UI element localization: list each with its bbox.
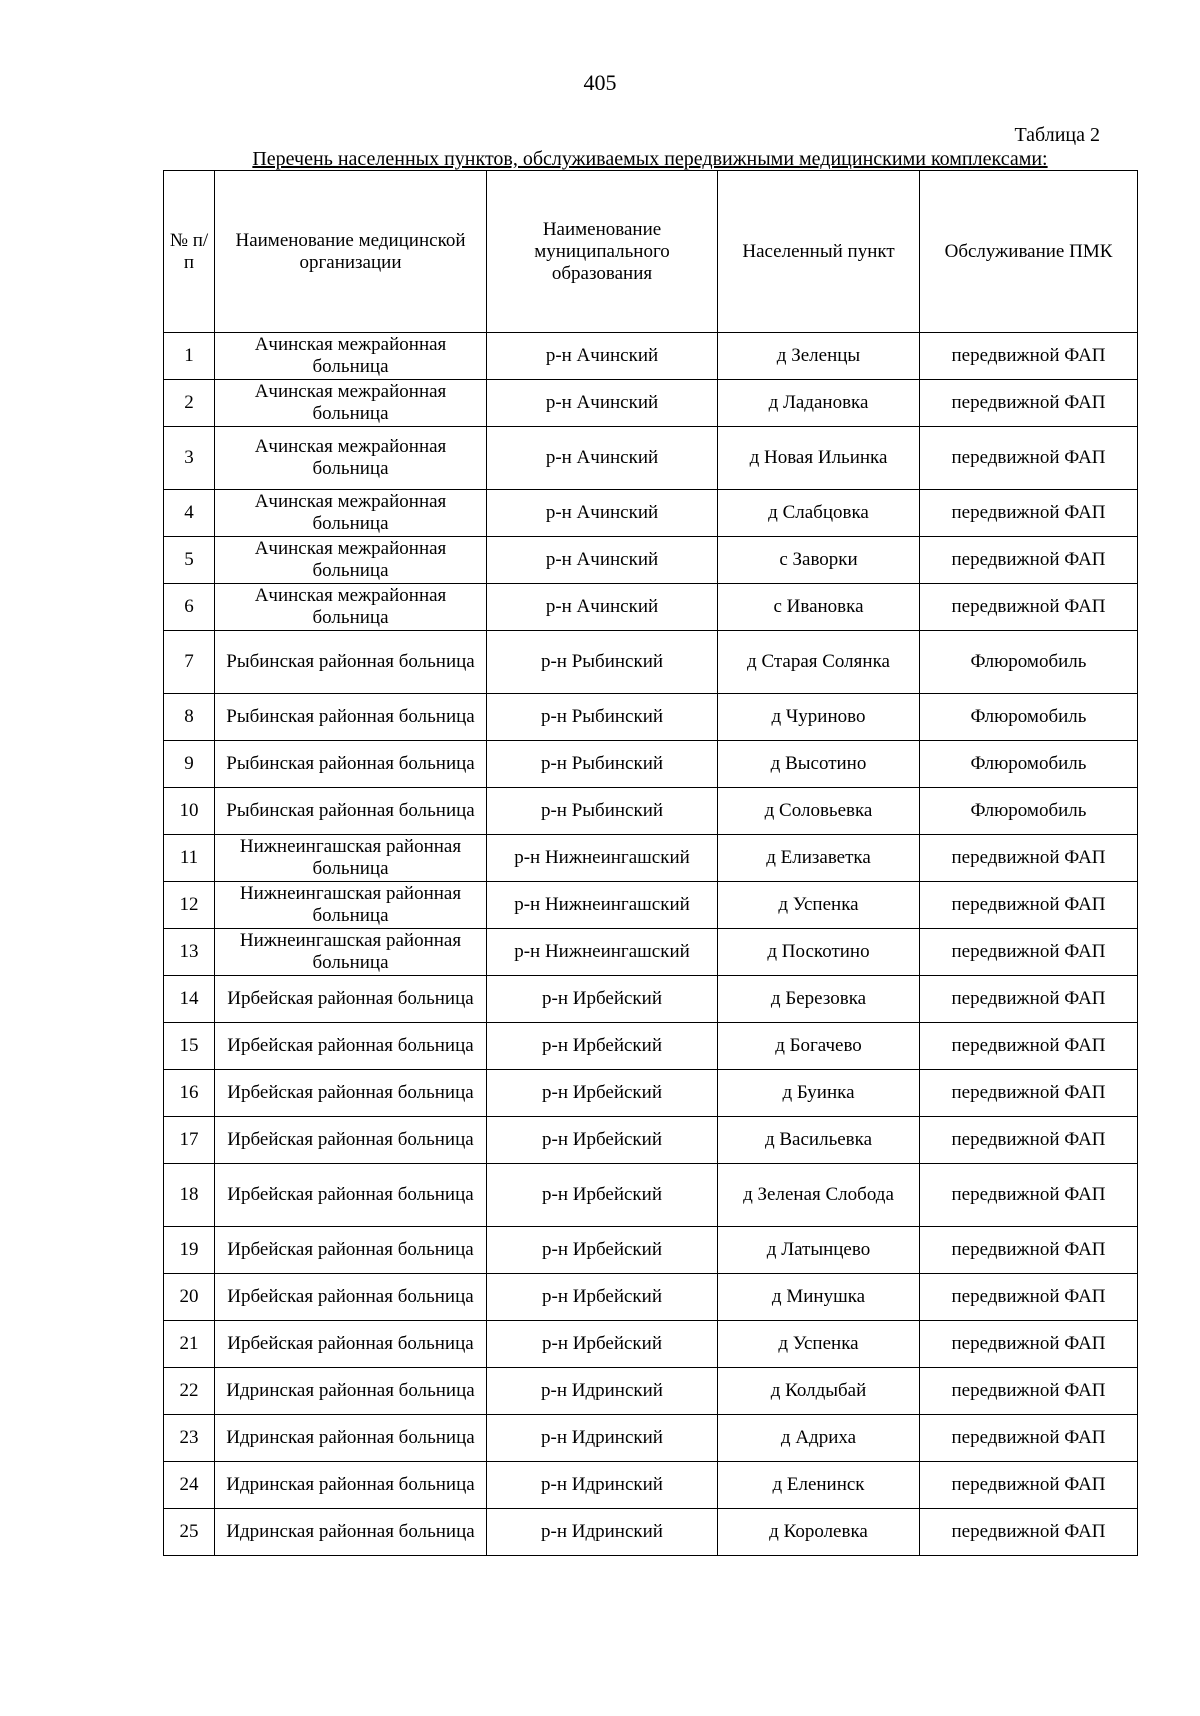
header-row: [164, 171, 1138, 333]
organization-cell: Ирбейская районная больница: [215, 1070, 487, 1117]
service-cell: Флюромобиль: [920, 631, 1138, 694]
municipality-cell: р-н Нижнеингашский: [487, 882, 718, 929]
locality-cell: д Королевка: [718, 1509, 920, 1556]
table-label: Таблица 2: [1014, 124, 1100, 146]
table-row: [164, 1321, 1138, 1368]
row-number: 16: [164, 1070, 215, 1117]
row-number: 17: [164, 1117, 215, 1164]
municipality-cell: р-н Ачинский: [487, 490, 718, 537]
locality-cell: с Ивановка: [718, 584, 920, 631]
organization-cell: Ачинская межрайонная больница: [215, 584, 487, 631]
table-row: [164, 490, 1138, 537]
service-cell: передвижной ФАП: [920, 427, 1138, 490]
organization-cell: Ачинская межрайонная больница: [215, 490, 487, 537]
header-num: № п/п: [164, 171, 215, 333]
organization-cell: Ирбейская районная больница: [215, 976, 487, 1023]
table-row: [164, 1023, 1138, 1070]
table-body: [164, 333, 1138, 1556]
row-number: 14: [164, 976, 215, 1023]
organization-cell: Нижнеингашская районная больница: [215, 835, 487, 882]
table-row: [164, 694, 1138, 741]
organization-cell: Рыбинская районная больница: [215, 694, 487, 741]
table-row: [164, 976, 1138, 1023]
locality-cell: д Ладановка: [718, 380, 920, 427]
row-number: 10: [164, 788, 215, 835]
organization-cell: Рыбинская районная больница: [215, 788, 487, 835]
table-row: [164, 1274, 1138, 1321]
organization-cell: Рыбинская районная больница: [215, 741, 487, 788]
municipality-cell: р-н Ачинский: [487, 380, 718, 427]
table-row: [164, 741, 1138, 788]
organization-cell: Рыбинская районная больница: [215, 631, 487, 694]
header-service: Обслуживание ПМК: [920, 171, 1138, 333]
organization-cell: Нижнеингашская районная больница: [215, 929, 487, 976]
service-cell: передвижной ФАП: [920, 490, 1138, 537]
service-cell: передвижной ФАП: [920, 976, 1138, 1023]
service-cell: передвижной ФАП: [920, 1164, 1138, 1227]
organization-cell: Ачинская межрайонная больница: [215, 333, 487, 380]
locality-cell: д Зеленцы: [718, 333, 920, 380]
table-row: [164, 835, 1138, 882]
municipality-cell: р-н Ачинский: [487, 537, 718, 584]
row-number: 19: [164, 1227, 215, 1274]
locality-cell: д Васильевка: [718, 1117, 920, 1164]
service-cell: передвижной ФАП: [920, 835, 1138, 882]
table-row: [164, 1415, 1138, 1462]
row-number: 11: [164, 835, 215, 882]
municipality-cell: р-н Ирбейский: [487, 1070, 718, 1117]
row-number: 1: [164, 333, 215, 380]
service-cell: передвижной ФАП: [920, 1368, 1138, 1415]
locality-cell: д Соловьевка: [718, 788, 920, 835]
organization-cell: Ирбейская районная больница: [215, 1117, 487, 1164]
row-number: 25: [164, 1509, 215, 1556]
row-number: 22: [164, 1368, 215, 1415]
municipality-cell: р-н Нижнеингашский: [487, 929, 718, 976]
row-number: 20: [164, 1274, 215, 1321]
organization-cell: Ачинская межрайонная больница: [215, 380, 487, 427]
table-row: [164, 584, 1138, 631]
municipality-cell: р-н Ирбейский: [487, 1117, 718, 1164]
locality-cell: д Новая Ильинка: [718, 427, 920, 490]
table-row: [164, 427, 1138, 490]
municipality-cell: р-н Ирбейский: [487, 1227, 718, 1274]
service-cell: передвижной ФАП: [920, 537, 1138, 584]
service-cell: Флюромобиль: [920, 788, 1138, 835]
table-row: [164, 1164, 1138, 1227]
service-cell: передвижной ФАП: [920, 1227, 1138, 1274]
service-cell: передвижной ФАП: [920, 1462, 1138, 1509]
organization-cell: Ирбейская районная больница: [215, 1227, 487, 1274]
locality-cell: д Успенка: [718, 1321, 920, 1368]
service-cell: передвижной ФАП: [920, 1023, 1138, 1070]
header-municipality: Наименование муниципального образования: [487, 171, 718, 333]
municipality-cell: р-н Ирбейский: [487, 1321, 718, 1368]
organization-cell: Ирбейская районная больница: [215, 1164, 487, 1227]
locality-cell: д Богачево: [718, 1023, 920, 1070]
locality-cell: д Еленинск: [718, 1462, 920, 1509]
row-number: 7: [164, 631, 215, 694]
locality-cell: д Колдыбай: [718, 1368, 920, 1415]
row-number: 12: [164, 882, 215, 929]
row-number: 9: [164, 741, 215, 788]
table-row: [164, 380, 1138, 427]
row-number: 24: [164, 1462, 215, 1509]
row-number: 5: [164, 537, 215, 584]
table-row: [164, 1117, 1138, 1164]
organization-cell: Ирбейская районная больница: [215, 1274, 487, 1321]
table-row: [164, 788, 1138, 835]
service-cell: передвижной ФАП: [920, 1117, 1138, 1164]
table-row: [164, 631, 1138, 694]
row-number: 8: [164, 694, 215, 741]
municipality-cell: р-н Ирбейский: [487, 1023, 718, 1070]
header-locality: Населенный пункт: [718, 171, 920, 333]
service-cell: Флюромобиль: [920, 694, 1138, 741]
organization-cell: Идринская районная больница: [215, 1462, 487, 1509]
row-number: 15: [164, 1023, 215, 1070]
locality-cell: д Успенка: [718, 882, 920, 929]
organization-cell: Ирбейская районная больница: [215, 1321, 487, 1368]
municipality-cell: р-н Рыбинский: [487, 631, 718, 694]
service-cell: передвижной ФАП: [920, 1321, 1138, 1368]
locality-cell: д Зеленая Слобода: [718, 1164, 920, 1227]
locality-cell: д Старая Солянка: [718, 631, 920, 694]
service-cell: передвижной ФАП: [920, 1070, 1138, 1117]
organization-cell: Нижнеингашская районная больница: [215, 882, 487, 929]
table-row: [164, 882, 1138, 929]
row-number: 2: [164, 380, 215, 427]
municipality-cell: р-н Идринский: [487, 1462, 718, 1509]
municipality-cell: р-н Нижнеингашский: [487, 835, 718, 882]
table-row: [164, 1462, 1138, 1509]
row-number: 4: [164, 490, 215, 537]
locality-cell: д Адриха: [718, 1415, 920, 1462]
table-row: [164, 929, 1138, 976]
organization-cell: Идринская районная больница: [215, 1368, 487, 1415]
municipality-cell: р-н Ирбейский: [487, 1164, 718, 1227]
table-row: [164, 537, 1138, 584]
municipality-cell: р-н Ачинский: [487, 427, 718, 490]
municipality-cell: р-н Ирбейский: [487, 1274, 718, 1321]
service-cell: передвижной ФАП: [920, 333, 1138, 380]
table-row: [164, 1227, 1138, 1274]
service-cell: передвижной ФАП: [920, 380, 1138, 427]
locality-cell: д Буинка: [718, 1070, 920, 1117]
row-number: 3: [164, 427, 215, 490]
service-cell: Флюромобиль: [920, 741, 1138, 788]
table-row: [164, 1509, 1138, 1556]
locality-cell: д Березовка: [718, 976, 920, 1023]
row-number: 21: [164, 1321, 215, 1368]
locality-cell: с Заворки: [718, 537, 920, 584]
page-number: 405: [583, 70, 617, 95]
locality-cell: д Слабцовка: [718, 490, 920, 537]
municipality-cell: р-н Ачинский: [487, 333, 718, 380]
table-row: [164, 1368, 1138, 1415]
service-cell: передвижной ФАП: [920, 929, 1138, 976]
municipality-cell: р-н Рыбинский: [487, 741, 718, 788]
row-number: 23: [164, 1415, 215, 1462]
municipality-cell: р-н Ирбейский: [487, 976, 718, 1023]
row-number: 18: [164, 1164, 215, 1227]
service-cell: передвижной ФАП: [920, 584, 1138, 631]
locality-cell: д Высотино: [718, 741, 920, 788]
municipality-cell: р-н Идринский: [487, 1509, 718, 1556]
table-row: [164, 333, 1138, 380]
organization-cell: Идринская районная больница: [215, 1509, 487, 1556]
municipality-cell: р-н Идринский: [487, 1368, 718, 1415]
locality-cell: д Чуриново: [718, 694, 920, 741]
municipality-cell: р-н Рыбинский: [487, 694, 718, 741]
locality-cell: д Минушка: [718, 1274, 920, 1321]
organization-cell: Ачинская межрайонная больница: [215, 427, 487, 490]
row-number: 6: [164, 584, 215, 631]
service-cell: передвижной ФАП: [920, 1509, 1138, 1556]
organization-cell: Ачинская межрайонная больница: [215, 537, 487, 584]
locality-cell: д Латынцево: [718, 1227, 920, 1274]
table-caption: Перечень населенных пунктов, обслуживаемых передвижными медицинскими комплексами:: [252, 148, 1048, 170]
service-cell: передвижной ФАП: [920, 1415, 1138, 1462]
row-number: 13: [164, 929, 215, 976]
municipality-cell: р-н Идринский: [487, 1415, 718, 1462]
municipality-cell: р-н Рыбинский: [487, 788, 718, 835]
table-header: [164, 171, 1138, 333]
settlements-table: [163, 170, 1138, 1556]
locality-cell: д Поскотино: [718, 929, 920, 976]
locality-cell: д Елизаветка: [718, 835, 920, 882]
table-row: [164, 1070, 1138, 1117]
header-organization: Наименование медицинской организации: [215, 171, 487, 333]
organization-cell: Ирбейская районная больница: [215, 1023, 487, 1070]
service-cell: передвижной ФАП: [920, 882, 1138, 929]
municipality-cell: р-н Ачинский: [487, 584, 718, 631]
service-cell: передвижной ФАП: [920, 1274, 1138, 1321]
organization-cell: Идринская районная больница: [215, 1415, 487, 1462]
